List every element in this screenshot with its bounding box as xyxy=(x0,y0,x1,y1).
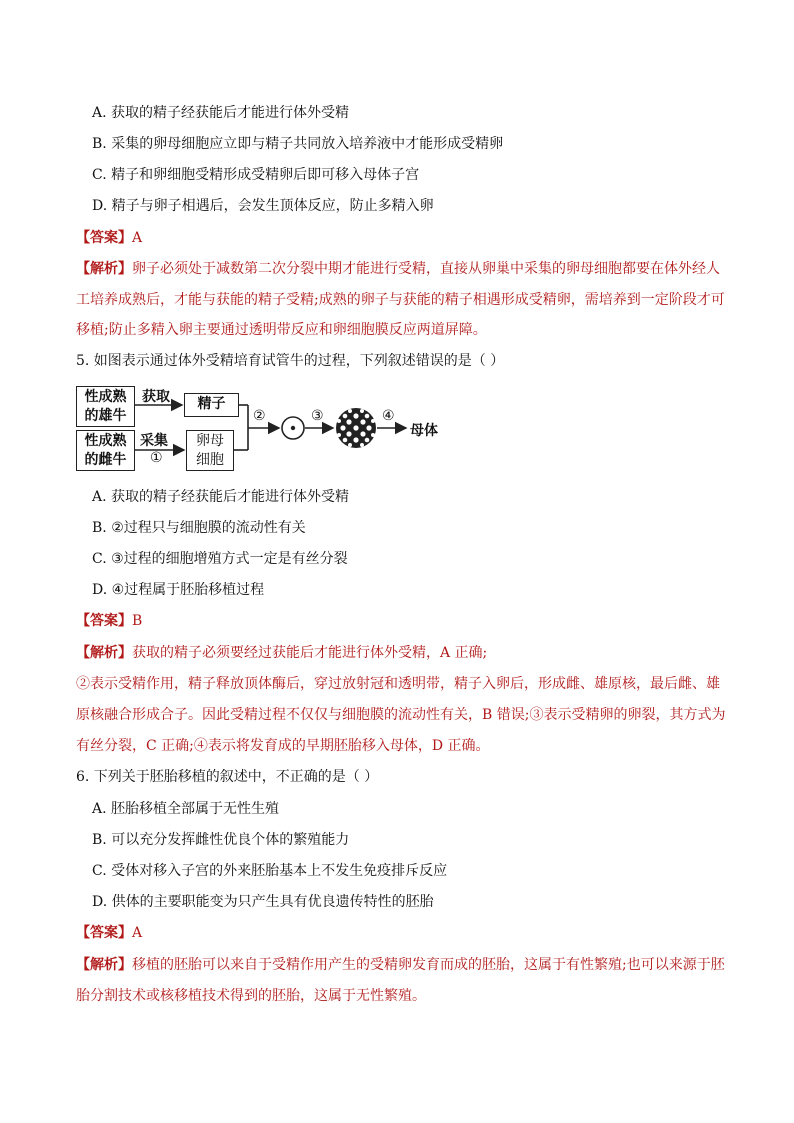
label-step4: ④ xyxy=(382,408,395,424)
q5-analysis-line-4: 有丝分裂，C 正确;④表示将发育成的早期胚胎移入母体，D 正确。 xyxy=(76,738,490,754)
q5-option-b: B. ②过程只与细胞膜的流动性有关 xyxy=(92,520,306,536)
analysis-tag: 【解析】 xyxy=(76,261,132,277)
analysis-text: 获取的精子必须要经过获能后才能进行体外受精，A 正确; xyxy=(132,645,488,661)
analysis-text: 卵子必须处于减数第二次分裂中期才能进行受精，直接从卵巢中采集的卵母细胞都要在体外经人 xyxy=(132,261,720,277)
q5-analysis-line-1 xyxy=(76,643,487,663)
male-bull-line-2: 的雄牛 xyxy=(84,408,127,424)
early-embryo xyxy=(336,408,376,448)
q5-option-a: A. 获取的精子经获能后才能进行体外受精 xyxy=(92,489,350,505)
sperm-label: 精子 xyxy=(197,396,226,412)
answer-tag: 【答案】 xyxy=(76,613,132,629)
label-step1: ① xyxy=(150,450,163,466)
zygote-nucleus xyxy=(291,426,295,430)
q4-option-a: A. 获取的精子经获能后才能进行体外受精 xyxy=(92,105,350,121)
q6-option-a: A. 胚胎移植全部属于无性生殖 xyxy=(92,801,280,817)
q5-option-d: D. ④过程属于胚胎移植过程 xyxy=(92,582,265,598)
male-bull-line-1: 性成熟 xyxy=(84,389,127,405)
egg-box xyxy=(186,430,234,471)
female-bull-line-2: 的雌牛 xyxy=(84,452,127,468)
label-step3: ③ xyxy=(311,408,324,424)
label-mother: 母体 xyxy=(410,423,438,439)
answer-value: B xyxy=(132,613,143,629)
q5-analysis-line-2: ②表示受精作用，精子释放顶体酶后，穿过放射冠和透明带，精子入卵后，形成雌、雄原核，最后雌、雄 xyxy=(76,676,720,692)
q6-analysis-line-1 xyxy=(76,955,725,975)
q5-stem: 5. 如图表示通过体外受精培育试管牛的过程，下列叙述错误的是（ ） xyxy=(76,353,505,369)
q6-option-b: B. 可以充分发挥雌性优良个体的繁殖能力 xyxy=(92,832,350,848)
q4-analysis-line-3: 移植;防止多精入卵主要通过透明带反应和卵细胞膜反应两道屏障。 xyxy=(76,322,487,338)
q5-option-c: C. ③过程的细胞增殖方式一定是有丝分裂 xyxy=(92,551,348,567)
answer-value: A xyxy=(132,230,143,246)
sperm-box xyxy=(184,393,239,417)
label-step2: ② xyxy=(253,408,266,424)
q6-analysis-line-2: 胎分割技术或核移植技术得到的胚胎，这属于无性繁殖。 xyxy=(76,988,426,1004)
q4-analysis-line-2: 工培养成熟后，才能与获能的精子受精;成熟的卵子与获能的精子相遇形成受精卵，需培养到一定阶段才可 xyxy=(76,292,725,308)
analysis-tag: 【解析】 xyxy=(76,957,132,973)
egg-line-1: 卵母 xyxy=(196,433,224,449)
q4-option-d: D. 精子与卵子相遇后，会发生顶体反应，防止多精入卵 xyxy=(92,198,434,214)
analysis-text: 移植的胚胎可以来自于受精作用产生的受精卵发育而成的胚胎，这属于有性繁殖;也可以来源于胚 xyxy=(132,957,725,973)
answer-tag: 【答案】 xyxy=(76,230,132,246)
answer-value: A xyxy=(132,925,143,941)
q5-answer xyxy=(76,611,142,631)
answer-tag: 【答案】 xyxy=(76,925,132,941)
q4-option-c: C. 精子和卵细胞受精形成受精卵后即可移入母体子宫 xyxy=(92,167,420,183)
q6-option-d: D. 供体的主要职能变为只产生具有优良遗传特性的胚胎 xyxy=(92,894,434,910)
label-obtain: 获取 xyxy=(142,389,170,405)
q4-option-b: B. 采集的卵母细胞应立即与精子共同放入培养液中才能形成受精卵 xyxy=(92,136,504,152)
female-bull-line-1: 性成熟 xyxy=(84,433,127,449)
analysis-tag: 【解析】 xyxy=(76,645,132,661)
label-collect: 采集 xyxy=(140,433,168,449)
q6-answer xyxy=(76,923,142,943)
q5-analysis-line-3: 原核融合形成合子。因此受精过程不仅仅与细胞膜的流动性有关，B 错误;③表示受精卵的卵裂，其方式为 xyxy=(76,707,726,723)
female-bull-box xyxy=(76,430,135,471)
male-bull-box xyxy=(76,386,135,427)
q6-option-c: C. 受体对移入子宫的外来胚胎基本上不发生免疫排斥反应 xyxy=(92,863,448,879)
q6-stem: 6. 下列关于胚胎移植的叙述中，不正确的是（ ） xyxy=(76,769,379,785)
egg-line-2: 细胞 xyxy=(196,452,224,468)
